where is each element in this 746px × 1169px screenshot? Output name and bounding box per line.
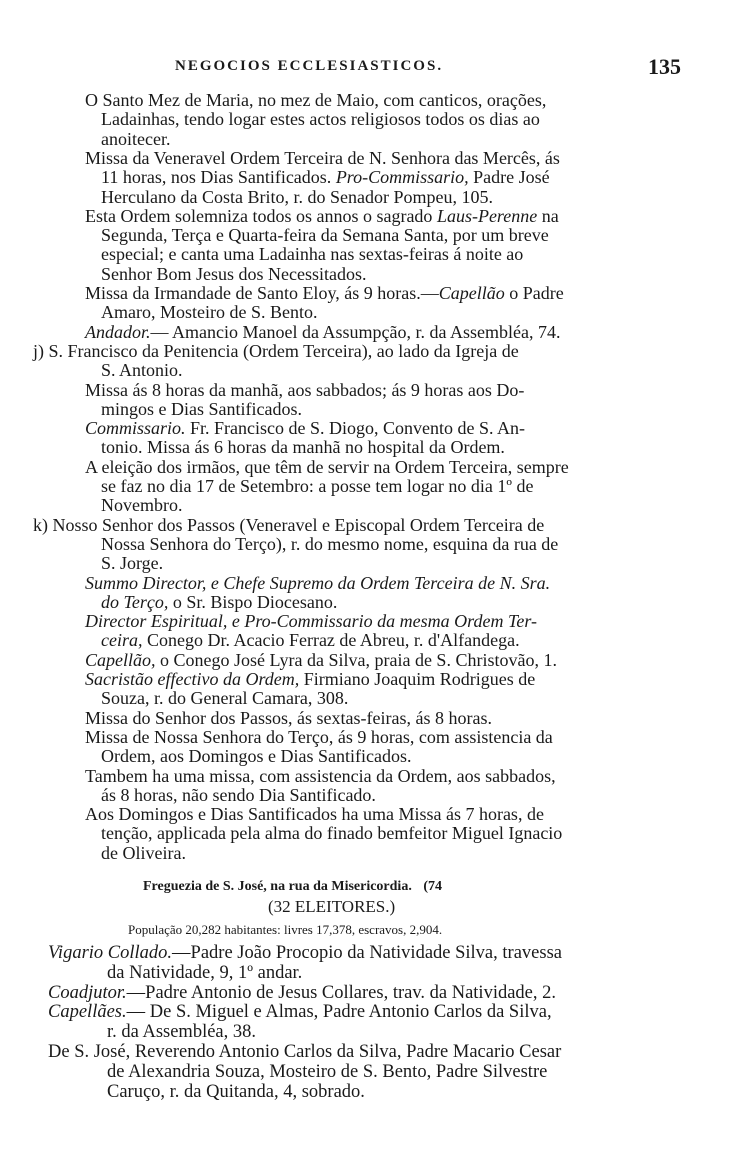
text-line: S. Antonio. bbox=[101, 360, 183, 381]
text-line: tenção, applicada pela alma do finado bemfeitor Miguel Ignacio bbox=[101, 823, 563, 844]
text-line: 11 horas, nos Dias Santificados. Pro-Commissario, Padre José bbox=[101, 167, 550, 188]
text-line: Nossa Senhora do Terço), r. do mesmo nome, esquina da rua de bbox=[101, 533, 559, 554]
text-line: de Oliveira. bbox=[101, 842, 186, 863]
text-line: Missa de Nossa Senhora do Terço, ás 9 horas, com assistencia da bbox=[85, 726, 553, 747]
text-line: Segunda, Terça e Quarta-feira da Semana Santa, por um breve bbox=[101, 225, 549, 246]
parish-line: De S. José, Reverendo Antonio Carlos da Silva, Padre Macario Cesar bbox=[48, 1042, 562, 1062]
text-line: Summo Director, e Chefe Supremo da Ordem Terceira de N. Sra. bbox=[85, 572, 551, 593]
text-line: ceira, Conego Dr. Acacio Ferraz de Abreu, r. d'Alfandega. bbox=[101, 630, 520, 651]
text-line: Missa do Senhor dos Passos, ás sextas-feiras, ás 8 horas. bbox=[85, 707, 492, 728]
parish-line: Vigario Collado.—Padre João Procopio da Natividade Silva, travessa bbox=[48, 943, 562, 963]
text-line: Aos Domingos e Dias Santificados ha uma Missa ás 7 horas, de bbox=[85, 804, 544, 825]
text-line: especial; e canta uma Ladainha nas sextas-feiras á noite ao bbox=[101, 244, 524, 265]
text-line: Novembro. bbox=[101, 495, 183, 516]
text-line: Ordem, aos Domingos e Dias Santificados. bbox=[101, 746, 412, 767]
page-number: 135 bbox=[648, 54, 681, 79]
text-line: Souza, r. do General Camara, 308. bbox=[101, 688, 349, 709]
parish-line: r. da Assembléa, 38. bbox=[107, 1022, 257, 1043]
parish-electors: (32 ELEITORES.) bbox=[268, 897, 396, 916]
text-line: Andador.— Amancio Manoel da Assumpção, r. da Assembléa, 74. bbox=[85, 321, 561, 342]
text-line: Amaro, Mosteiro de S. Bento. bbox=[101, 302, 318, 323]
running-header bbox=[0, 54, 746, 88]
text-line: Missa da Veneravel Ordem Terceira de N. Senhora das Mercês, ás bbox=[85, 147, 560, 168]
text-line: anoitecer. bbox=[101, 128, 171, 149]
text-line: Director Espiritual, e Pro-Commissario da mesma Ordem Ter- bbox=[85, 611, 537, 632]
text-line: do Terço, o Sr. Bispo Diocesano. bbox=[101, 591, 338, 612]
text-line: Senhor Bom Jesus dos Necessitados. bbox=[101, 263, 367, 284]
header-title: NEGOCIOS ECCLESIASTICOS. bbox=[175, 58, 444, 74]
text-line: Missa da Irmandade de Santo Eloy, ás 9 horas.—Capellão o Padre bbox=[85, 283, 564, 303]
text-line: Missa ás 8 horas da manhã, aos sabbados; ás 9 horas aos Do- bbox=[85, 379, 525, 400]
text-line: Commissario. Fr. Francisco de S. Diogo, Convento de S. An- bbox=[85, 418, 526, 439]
parish-number: (74 bbox=[423, 879, 442, 894]
text-line: A eleição dos irmãos, que têm de servir na Ordem Terceira, sempre bbox=[85, 456, 569, 477]
text-line: Esta Ordem solemniza todos os annos o sagrado Laus-Perenne na bbox=[85, 205, 559, 226]
text-line: S. Jorge. bbox=[101, 553, 164, 574]
text-line: mingos e Dias Santificados. bbox=[101, 398, 302, 419]
parish-line: de Alexandria Souza, Mosteiro de S. Bento, Padre Silvestre bbox=[107, 1061, 548, 1082]
parish-line: Capellães.— De S. Miguel e Almas, Padre Antonio Carlos da Silva, bbox=[48, 1002, 552, 1023]
text-line: k) Nosso Senhor dos Passos (Veneravel e Episcopal Ordem Terceira de bbox=[33, 514, 545, 535]
parish-line: Caruço, r. da Quitanda, 4, sobrado. bbox=[107, 1081, 365, 1102]
text-line: ás 8 horas, não sendo Dia Santificado. bbox=[101, 784, 376, 805]
text-line: se faz no dia 17 de Setembro: a posse tem logar no dia 1º de bbox=[101, 476, 534, 496]
text-line: Tambem ha uma missa, com assistencia da Ordem, aos sabbados, bbox=[85, 765, 556, 786]
text-line: Herculano da Costa Brito, r. do Senador Pompeu, 105. bbox=[101, 186, 493, 207]
text-line: j) S. Francisco da Penitencia (Ordem Terceira), ao lado da Igreja de bbox=[33, 340, 519, 361]
parish-population: População 20,282 habitantes: livres 17,378, escravos, 2,904. bbox=[128, 922, 443, 937]
parish-heading: Freguezia de S. José, na rua da Misericordia. (74 bbox=[143, 879, 442, 894]
parish-line: Coadjutor.—Padre Antonio de Jesus Collares, trav. da Natividade, 2. bbox=[48, 982, 557, 1003]
text-line: O Santo Mez de Maria, no mez de Maio, com canticos, orações, bbox=[85, 90, 547, 110]
parish-line: da Natividade, 9, 1º andar. bbox=[107, 962, 303, 983]
text-line: Ladainhas, tendo logar estes actos religiosos todos os dias ao bbox=[101, 109, 540, 130]
text-line: tonio. Missa ás 6 horas da manhã no hospital da Ordem. bbox=[101, 437, 505, 458]
text-line: Sacristão effectivo da Ordem, Firmiano Joaquim Rodrigues de bbox=[85, 669, 536, 689]
text-line: Capellão, o Conego José Lyra da Silva, praia de S. Christovão, 1. bbox=[85, 649, 557, 670]
